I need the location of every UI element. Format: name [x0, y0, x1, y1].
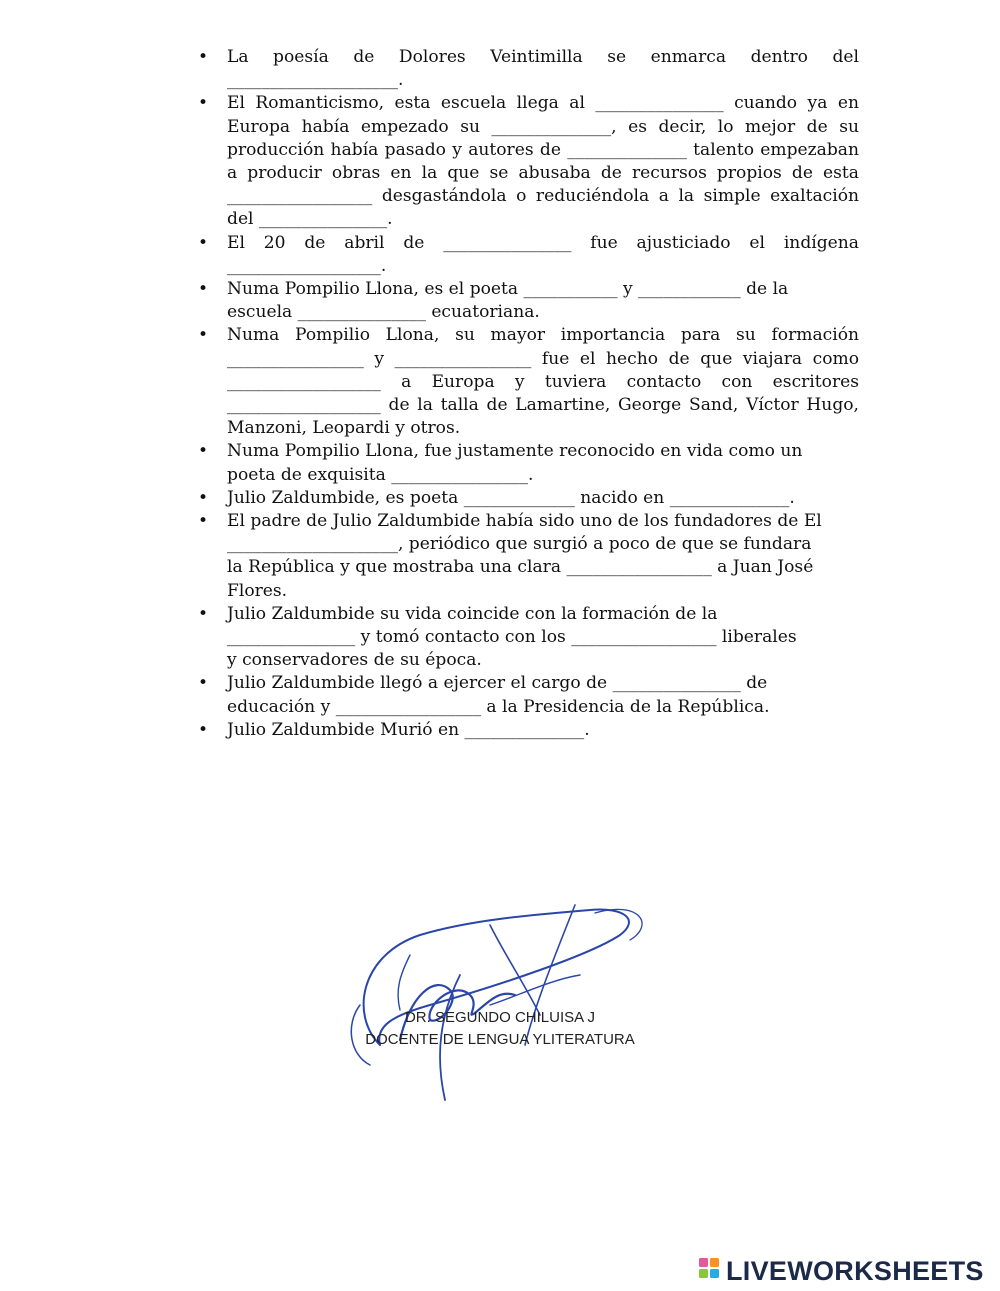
item-line: • Numa Pompilio Llona, fue justamente reconocido en vida como un	[227, 441, 803, 462]
signature-role: DOCENTE DE LENGUA YLITERATURA	[365, 1031, 635, 1048]
item-line: educación y _________________ a la Presidencia de la República.	[227, 696, 770, 717]
list-item	[198, 603, 859, 673]
item-line: • El Romanticismo, esta escuela llega al _______________ cuando ya en Europa había empezado su ______________, es decir, lo mejor de su producción había pasado y autores de ______________ talento empezaban a producir obras en la que se abusaba de recursos propios de esta _________________ desgastándola o reduciéndola a la simple exaltación del _______________.	[227, 93, 859, 230]
signature-name: DR. SEGUNDO CHILUISA J	[404, 1009, 596, 1026]
list-item	[198, 46, 859, 92]
logo-square	[699, 1258, 708, 1267]
list-item	[198, 719, 859, 742]
liveworksheets-wordmark: LIVEWORKSHEETS	[726, 1256, 984, 1286]
item-line: • Julio Zaldumbide su vida coincide con la formación de la	[227, 603, 718, 624]
item-line: y conservadores de su época.	[227, 650, 482, 671]
item-line: _______________ y tomó contacto con los _________________ liberales	[227, 627, 797, 648]
list-item	[198, 92, 859, 231]
liveworksheets-logo	[698, 1255, 984, 1287]
item-line: • Julio Zaldumbide, es poeta _____________ nacido en ______________.	[227, 487, 795, 508]
item-line: ____________________, periódico que surgió a poco de que se fundara	[227, 534, 812, 555]
item-line: • Numa Pompilio Llona, su mayor importancia para su formación ________________ y ________________ fue el hecho de que viajara como __________________ a Europa y tuviera contacto con escritores __________________ de la talla de Lamartine, George Sand, Víctor Hugo, Manzoni, Leopardi y otros.	[227, 325, 859, 439]
list-item	[198, 324, 859, 440]
item-line: • Julio Zaldumbide Murió en ______________.	[227, 719, 590, 740]
item-line: • Julio Zaldumbide llegó a ejercer el cargo de _______________ de	[227, 673, 768, 694]
list-item	[198, 278, 859, 324]
item-line: • El 20 de abril de _______________ fue ajusticiado el indígena __________________.	[227, 232, 859, 276]
signature-scribble	[340, 895, 660, 1115]
logo-square	[699, 1269, 708, 1278]
list-item	[198, 440, 859, 486]
item-line: poeta de exquisita ________________.	[227, 464, 534, 485]
item-line: • El padre de Julio Zaldumbide había sido uno de los fundadores de El	[227, 511, 822, 532]
logo-square	[710, 1258, 719, 1267]
list-item	[198, 487, 859, 510]
fill-in-blank-list	[198, 46, 859, 742]
signature-ink	[351, 905, 642, 1100]
signature-block	[340, 895, 660, 1115]
item-line: la República y que mostraba una clara _________________ a Juan José	[227, 557, 814, 578]
logo-square	[710, 1269, 719, 1278]
list-item	[198, 672, 859, 718]
item-line: • Numa Pompilio Llona, es el poeta ___________ y ____________ de la	[227, 279, 789, 300]
item-line: • La poesía de Dolores Veintimilla se enmarca dentro del ____________________.	[227, 47, 859, 91]
liveworksheets-logo-icon	[698, 1257, 720, 1285]
item-line: escuela _______________ ecuatoriana.	[227, 302, 540, 323]
list-item	[198, 510, 859, 603]
list-item	[198, 232, 859, 278]
item-line: Flores.	[227, 580, 288, 601]
